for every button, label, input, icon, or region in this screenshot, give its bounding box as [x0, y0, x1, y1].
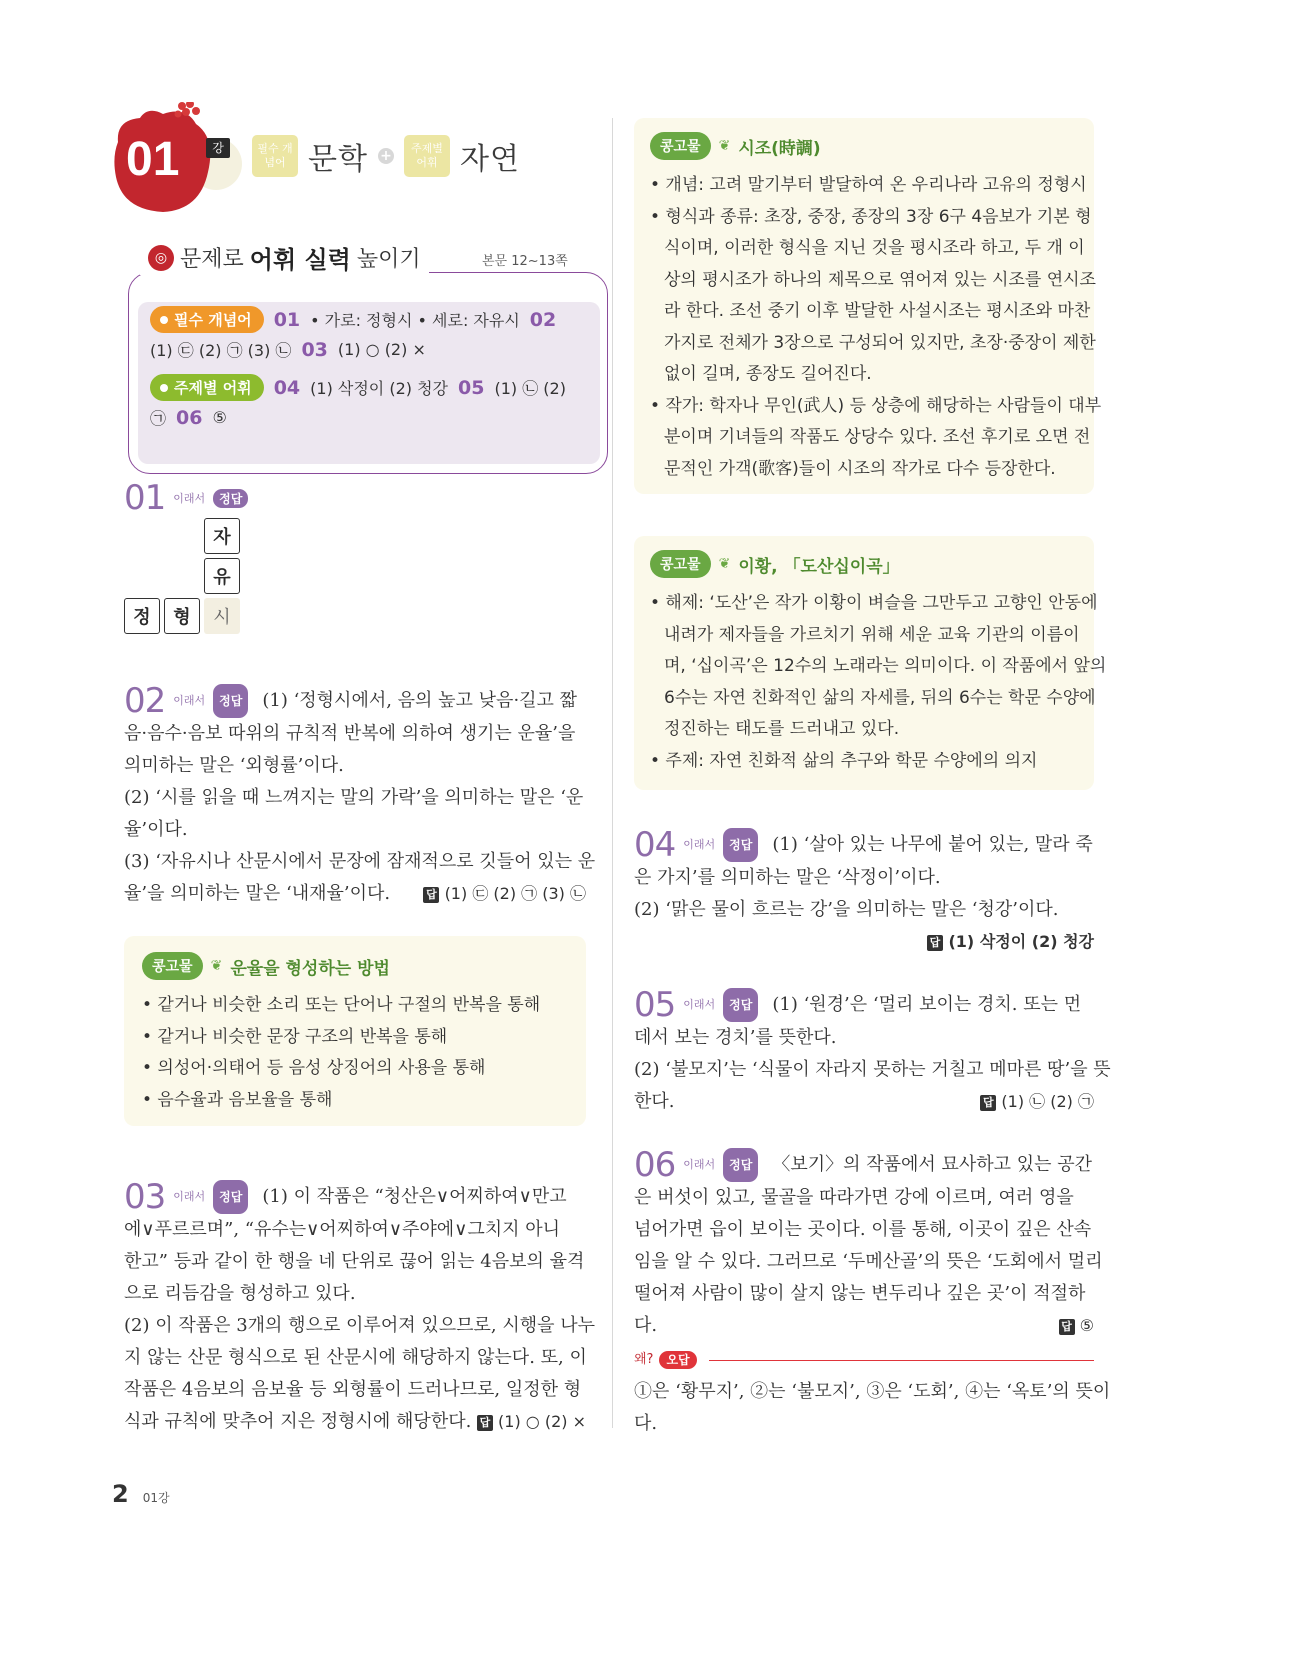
summary-q06-answer: ⑤: [212, 408, 227, 427]
note-item: • 같거나 비슷한 소리 또는 단어나 구절의 반복을 통해: [142, 995, 541, 1015]
summary-q04-answer: (1) 삭정이 (2) 청강: [310, 379, 449, 398]
q03-line: 으로 리듬감을 형성하고 있다.: [124, 1283, 356, 1304]
q02-line: (3) ‘자유시나 산문시에서 문장에 잠재적으로 깃들어 있는 운: [124, 851, 596, 872]
q02-line: 율’이다.: [124, 819, 188, 840]
tag-required-concepts: 필수 개념어: [252, 135, 298, 177]
target-icon: ◎: [148, 245, 174, 271]
summary-q05-answer: (1) ㉡ (2): [494, 379, 566, 398]
answer-tag: 정답: [723, 828, 758, 862]
crossword-cell: 시: [204, 598, 240, 634]
pill-thematic-vocab: 주제별 어휘: [150, 374, 264, 401]
note-line: • 작가: 학자나 무인(武人) 등 상층에 해당하는 사람들이 대부: [650, 395, 1102, 416]
note-line: 분이며 기녀들의 작품도 상당수 있다. 조선 후기로 오면 전: [664, 427, 1091, 447]
note-line: 라 한다. 조선 중기 이후 발달한 사설시조는 평시조와 마찬: [664, 301, 1091, 321]
summary-title-pre: 문제로: [180, 247, 244, 272]
note-title: 운율을 형성하는 방법: [230, 958, 390, 979]
header-title-nature: 자연: [459, 142, 520, 177]
note-dosan: [634, 536, 1107, 790]
q06-wrong-line: ①은 ‘황무지’, ②는 ‘불모지’, ③은 ‘도회’, ④는 ‘옥토’의 뜻이: [634, 1381, 1111, 1402]
leaf-icon: ❦: [718, 138, 731, 154]
note-item: • 같거나 비슷한 문장 구조의 반복을 통해: [142, 1026, 448, 1047]
q02-line: 율’을 의미하는 말은 ‘내재율’이다.: [124, 883, 391, 904]
wrong-answer-heading: [634, 1344, 1094, 1376]
q04-line: (1) ‘살아 있는 나무에 붙어 있는, 말라 죽: [772, 834, 1093, 855]
note-line: 없이 길며, 종장도 길어진다.: [664, 364, 872, 384]
q05-line: 데서 보는 경치’를 뜻한다.: [634, 1027, 837, 1048]
note-line: 정진하는 태도를 드러내고 있다.: [664, 719, 900, 739]
note-line: 가지로 전체가 3장으로 구성되어 있지만, 초장·중장이 제한: [664, 332, 1096, 353]
q06-line: 떨어져 사람이 많이 살지 않는 변두리나 깊은 곳’이 적절하: [634, 1283, 1086, 1304]
q03-answer: 답 (1) ○ (2) ×: [477, 1406, 586, 1438]
explain-label: 이래서: [683, 998, 716, 1011]
q06-block: [634, 1145, 1111, 1440]
q03-line: 지 않는 산문 형식으로 된 산문시에 해당하지 않는다. 또, 이: [124, 1347, 587, 1368]
note-line: • 형식과 종류: 초장, 중장, 종장의 3장 6구 4음보가 기본 형: [650, 206, 1092, 227]
answer-tag: 정답: [723, 988, 758, 1022]
answer-tag: 정답: [213, 1180, 248, 1214]
crossword-cell: 자: [204, 518, 240, 554]
note-line: 식이며, 이러한 형식을 지닌 것을 평시조라 하고, 두 개 이: [664, 238, 1085, 258]
note-title: 시조(時調): [738, 138, 821, 159]
tag-thematic-vocab: 주제별 어휘: [404, 135, 450, 177]
q03-number: 03: [124, 1177, 166, 1217]
q06-answer: 답 ⑤: [1059, 1310, 1094, 1342]
note-item: • 의성어·의태어 등 음성 상징어의 사용을 통해: [142, 1058, 486, 1078]
column-divider: [612, 118, 613, 1428]
leaf-icon: ❦: [210, 958, 223, 974]
summary-title-bold: 어휘 실력: [249, 246, 351, 274]
note-title: 이황, 「도산십이곡」: [738, 556, 900, 577]
note-rhythm-methods: [124, 936, 586, 1126]
note-line: 문적인 가객(歌客)들이 시조의 작가로 다수 등장한다.: [664, 458, 1056, 479]
q01-number: 01: [124, 478, 166, 518]
page-reference: 본문 12~13쪽: [476, 250, 574, 269]
summary-q05-answer-cont: ㉠: [150, 409, 167, 428]
summary-q03-num: 03: [301, 338, 328, 361]
header-title-literature: 문학: [308, 142, 368, 177]
summary-q06-num: 06: [176, 406, 203, 429]
lesson-number: 01: [126, 133, 180, 186]
q06-number: 06: [634, 1145, 676, 1185]
pill-required-concepts: 필수 개념어: [150, 306, 264, 333]
summary-q01-num: 01: [273, 308, 301, 331]
summary-q02-answer: (1) ㉢ (2) ㉠ (3) ㉡: [150, 341, 292, 360]
note-sijo: [634, 118, 1102, 494]
crossword-cell: 유: [204, 558, 240, 594]
note-line: 며, ‘십이곡’은 12수의 노래라는 의미이다. 이 작품에서 앞의: [664, 656, 1107, 676]
answer-icon: 답: [927, 935, 943, 951]
q04-line: 은 가지’를 의미하는 말은 ‘삭정이’이다.: [634, 867, 941, 888]
summary-title-post: 높이기: [356, 247, 421, 272]
q02-line: 음·음수·음보 따위의 규칙적 반복에 의하여 생기는 운율’을: [124, 723, 576, 744]
q03-line: (2) 이 작품은 3개의 행으로 이루어져 있으므로, 시행을 나누: [124, 1315, 595, 1336]
q04-line: (2) ‘맑은 물이 흐르는 강’을 의미하는 말은 ‘청강’이다.: [634, 899, 1059, 920]
summary-line-4: [150, 406, 227, 429]
footer: [112, 1480, 170, 1508]
header-title-row: [252, 134, 520, 178]
page-number: 2: [112, 1480, 129, 1508]
footer-lesson: 01강: [142, 1491, 170, 1505]
summary-q03-answer: (1) ○ (2) ×: [337, 340, 426, 359]
q05-answer: 답 (1) ㉡ (2) ㉠: [980, 1086, 1094, 1118]
q03-line: 한고” 등과 같이 한 행을 네 단위로 끊어 읽는 4음보의 율격: [124, 1251, 585, 1272]
answer-icon: 답: [980, 1095, 996, 1111]
note-line: 6수는 자연 친화적인 삶의 자세를, 뒤의 6수는 학문 수양에: [664, 687, 1096, 708]
answer-tag: 정답: [213, 489, 248, 508]
note-tag: 콩고물: [142, 952, 203, 980]
q04-block: [634, 825, 1094, 958]
explain-label: 이래서: [683, 1158, 716, 1171]
summary-line-3: [150, 374, 566, 401]
q03-line: (1) 이 작품은 “청산은∨어찌하여∨만고: [262, 1186, 567, 1207]
q04-answer: 답 (1) 삭정이 (2) 청강: [927, 932, 1094, 951]
crossword-cell: 정: [124, 598, 160, 634]
q03-line: 식과 규칙에 맞추어 지은 정형시에 해당한다.: [124, 1411, 472, 1432]
note-item: • 음수율과 음보율을 통해: [142, 1089, 333, 1110]
plus-icon: +: [378, 148, 394, 164]
note-line: • 개념: 고려 말기부터 발달하여 온 우리나라 고유의 정형시: [650, 175, 1087, 195]
q02-line: (2) ‘시를 읽을 때 느껴지는 말의 가락’을 의미하는 말은 ‘운: [124, 787, 584, 808]
q05-line: (1) ‘원경’은 ‘멀리 보이는 경치. 또는 먼: [772, 994, 1082, 1015]
q05-number: 05: [634, 985, 676, 1025]
q05-line: 한다.: [634, 1091, 675, 1112]
wrong-tag: 오답: [659, 1351, 696, 1369]
summary-line-2: [150, 338, 426, 361]
explain-label: 이래서: [173, 1190, 206, 1203]
q02-answer: 답 (1) ㉢ (2) ㉠ (3) ㉡: [423, 878, 586, 910]
q01-heading: [124, 478, 248, 518]
q02-line: (1) ‘정형시에서, 음의 높고 낮음·길고 짧: [262, 690, 578, 711]
note-line: 내려가 제자들을 가르치기 위해 세운 교육 기관의 이름이: [664, 624, 1080, 645]
summary-q02-num: 02: [529, 308, 557, 331]
q06-line: 은 버섯이 있고, 물골을 따라가면 강에 이르며, 여러 영을: [634, 1187, 1074, 1208]
summary-line-1: [150, 306, 556, 333]
answer-icon: 답: [477, 1415, 493, 1431]
explain-label: 이래서: [683, 838, 716, 851]
q02-block: [124, 681, 596, 910]
note-line: • 해제: ‘도산’은 작가 이황이 벼슬을 그만두고 고향인 안동에: [650, 593, 1098, 613]
summary-q01-answer: • 가로: 정형시 • 세로: 자유시: [310, 311, 520, 330]
summary-title: [140, 240, 429, 275]
q06-line: 〈보기〉의 작품에서 묘사하고 있는 공간: [772, 1154, 1093, 1175]
q06-line: 임을 알 수 있다. 그러므로 ‘두메산골’의 뜻은 ‘도회에서 멀리: [634, 1251, 1103, 1272]
why-label: 왜?: [634, 1352, 654, 1367]
q03-line: 에∨푸르르며”, “유수는∨어찌하여∨주야에∨그치지 아니: [124, 1219, 561, 1240]
answer-icon: 답: [423, 887, 439, 903]
q06-line: 다.: [634, 1315, 658, 1336]
explain-label: 이래서: [173, 492, 206, 505]
q06-line: 넘어가면 읍이 보이는 곳이다. 이를 통해, 이곳이 깊은 산속: [634, 1219, 1092, 1240]
q06-wrong-line: 다.: [634, 1413, 658, 1434]
q02-number: 02: [124, 681, 166, 721]
summary-q04-num: 04: [273, 376, 301, 399]
q05-line: (2) ‘불모지’는 ‘식물이 자라지 못하는 거칠고 메마른 땅’을 뜻: [634, 1059, 1111, 1080]
summary-q05-num: 05: [458, 376, 485, 399]
answer-icon: 답: [1059, 1319, 1075, 1335]
lesson-suffix: 강: [206, 138, 230, 158]
explain-label: 이래서: [173, 694, 206, 707]
leaf-icon: ❦: [718, 556, 731, 572]
q02-line: 의미하는 말은 ‘외형률’이다.: [124, 755, 344, 776]
q04-number: 04: [634, 825, 676, 865]
q05-block: [634, 985, 1111, 1118]
crossword-cell: 형: [164, 598, 200, 634]
answer-tag: 정답: [723, 1148, 758, 1182]
note-line: 상의 평시조가 하나의 제목으로 엮어져 있는 시조를 연시조: [664, 269, 1096, 290]
wrong-divider: [709, 1360, 1094, 1361]
q03-block: [124, 1177, 595, 1438]
lesson-badge: [108, 102, 233, 214]
note-line: • 주제: 자연 친화적 삶의 추구와 학문 수양에의 의지: [650, 750, 1038, 771]
note-tag: 콩고물: [650, 550, 711, 578]
answer-tag: 정답: [213, 684, 248, 718]
q03-line: 작품은 4음보의 음보율 등 외형률이 드러나므로, 일정한 형: [124, 1379, 582, 1400]
note-tag: 콩고물: [650, 132, 711, 160]
